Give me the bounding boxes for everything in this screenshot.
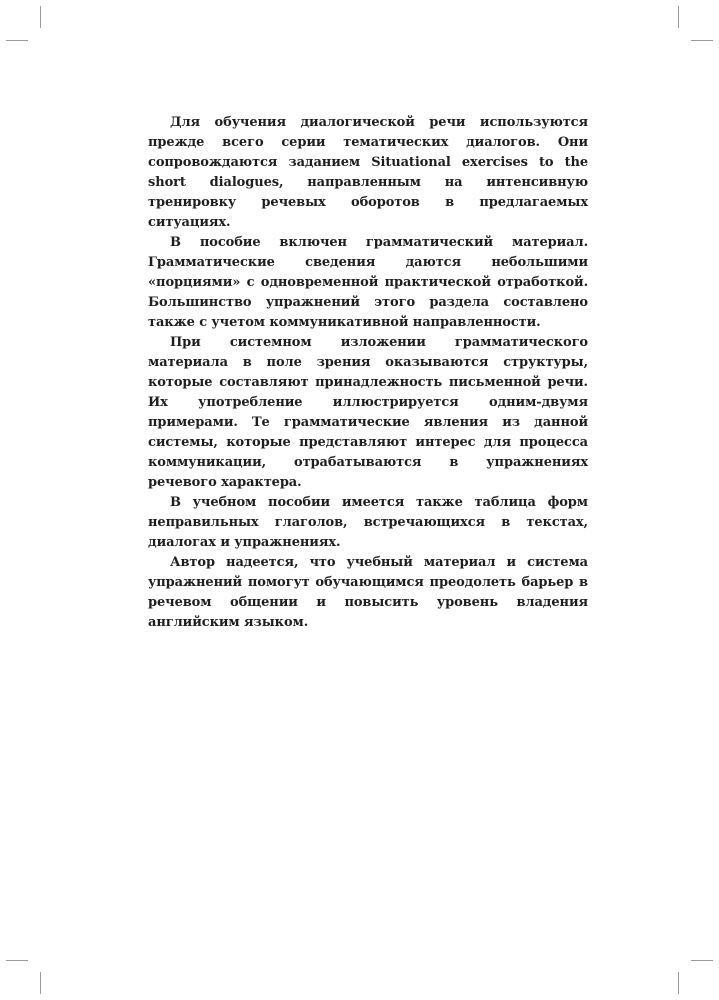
crop-mark-top-right-horizontal <box>691 40 713 41</box>
paragraph-dialogues: Для обучения диалогической речи используются прежде всего серии тематических диалогов. Они сопровождаются заданием Situational exercises to the short dialogues, направленным на интенсивную тренировку речевых оборотов в предлагаемых ситуациях. <box>148 115 588 230</box>
crop-mark-top-right-vertical <box>678 6 679 28</box>
crop-mark-bottom-left-horizontal <box>6 960 28 961</box>
crop-mark-bottom-left-vertical <box>40 972 41 994</box>
paragraph-author: Автор надеется, что учебный материал и система упражнений помогут обучающимся преодолеть барьер в речевом общении и повысить уровень владения английским языком. <box>148 555 588 630</box>
crop-mark-top-left-vertical <box>40 6 41 28</box>
crop-mark-bottom-right-horizontal <box>691 960 713 961</box>
paragraph-grammar: В пособие включен грамматический материал. Грамматические сведения даются небольшими «порциями» с одновременной практической отработкой. Большинство упражнений этого раздела составлено также с учетом коммуникативной направленности. <box>148 235 588 330</box>
crop-mark-bottom-right-vertical <box>678 972 679 994</box>
crop-mark-top-left-horizontal <box>6 40 28 41</box>
paragraph-verbs-table: В учебном пособии имеется также таблица форм неправильных глаголов, встречающихся в текстах, диалогах и упражнениях. <box>148 495 588 550</box>
body-text <box>148 113 588 633</box>
paragraph-system: При системном изложении грамматического материала в поле зрения оказываются структуры, которые составляют принадлежность письменной речи. Их употребление иллюстрируется одним-двумя примерами. Те грамматические явления из данной системы, которые представляют интерес для процесса коммуникации, отрабатываются в упражнениях речевого характера. <box>148 335 588 490</box>
